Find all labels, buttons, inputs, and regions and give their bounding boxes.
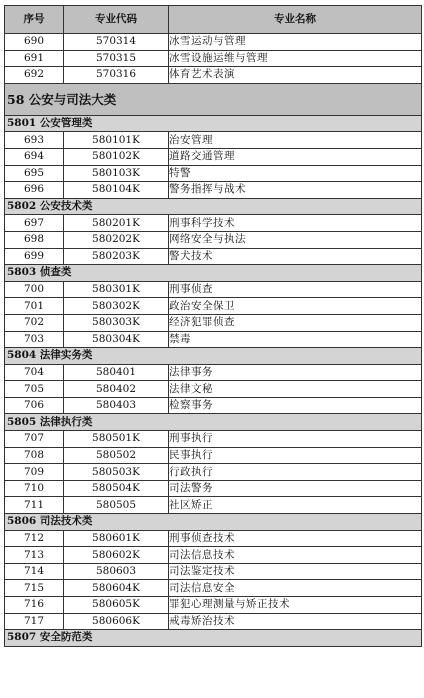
table-header-row	[5, 6, 422, 34]
major-name-cell: 司法警务	[169, 480, 422, 497]
major-name-cell: 司法信息技术	[169, 547, 422, 564]
table-row	[5, 580, 422, 597]
major-catalog-table	[4, 5, 422, 647]
serial-number-cell: 700	[5, 281, 64, 298]
major-code-cell: 580602K	[64, 547, 169, 564]
major-code-cell: 580502	[64, 447, 169, 464]
major-name-cell: 行政执行	[169, 464, 422, 481]
table-row	[5, 50, 422, 67]
table-row	[5, 215, 422, 232]
major-code-cell: 580201K	[64, 215, 169, 232]
major-name-cell: 治安管理	[169, 132, 422, 149]
table-row	[5, 447, 422, 464]
major-name-cell: 网络安全与执法	[169, 231, 422, 248]
serial-number-cell: 702	[5, 314, 64, 331]
table-row	[5, 132, 422, 149]
table-row	[5, 67, 422, 84]
serial-number-cell: 693	[5, 132, 64, 149]
major-code-cell: 580401	[64, 364, 169, 381]
serial-number-cell: 705	[5, 381, 64, 398]
major-name-cell: 刑事侦查	[169, 281, 422, 298]
category-minor-row	[5, 630, 422, 647]
table-row	[5, 148, 422, 165]
serial-number-cell: 692	[5, 67, 64, 84]
table-row	[5, 480, 422, 497]
major-code-cell: 580202K	[64, 231, 169, 248]
table-row	[5, 281, 422, 298]
major-code-cell: 580302K	[64, 298, 169, 315]
table-row	[5, 34, 422, 51]
serial-number-cell: 715	[5, 580, 64, 597]
category-minor-title: 5802 公安技术类	[5, 198, 422, 215]
major-code-cell: 580503K	[64, 464, 169, 481]
table-row	[5, 613, 422, 630]
major-name-cell: 民事执行	[169, 447, 422, 464]
major-code-cell: 580504K	[64, 480, 169, 497]
table-row	[5, 231, 422, 248]
major-name-cell: 经济犯罪侦查	[169, 314, 422, 331]
category-minor-row	[5, 348, 422, 365]
serial-number-cell: 707	[5, 431, 64, 448]
table-row	[5, 547, 422, 564]
table-row	[5, 331, 422, 348]
category-minor-title: 5805 法律执行类	[5, 414, 422, 431]
col-header-major-code: 专业代码	[64, 6, 169, 34]
major-name-cell: 社区矫正	[169, 497, 422, 514]
major-code-cell: 580606K	[64, 613, 169, 630]
major-code-cell: 580304K	[64, 331, 169, 348]
category-minor-row	[5, 414, 422, 431]
serial-number-cell: 690	[5, 34, 64, 51]
serial-number-cell: 703	[5, 331, 64, 348]
category-minor-row	[5, 198, 422, 215]
serial-number-cell: 714	[5, 563, 64, 580]
serial-number-cell: 695	[5, 165, 64, 182]
table-row	[5, 597, 422, 614]
serial-number-cell: 701	[5, 298, 64, 315]
major-name-cell: 道路交通管理	[169, 148, 422, 165]
category-minor-row	[5, 265, 422, 282]
major-name-cell: 政治安全保卫	[169, 298, 422, 315]
serial-number-cell: 698	[5, 231, 64, 248]
major-code-cell: 580403	[64, 397, 169, 414]
major-code-cell: 580102K	[64, 148, 169, 165]
table-row	[5, 165, 422, 182]
serial-number-cell: 691	[5, 50, 64, 67]
col-header-major-name: 专业名称	[169, 6, 422, 34]
category-minor-row	[5, 115, 422, 132]
major-code-cell: 580301K	[64, 281, 169, 298]
serial-number-cell: 696	[5, 182, 64, 199]
serial-number-cell: 710	[5, 480, 64, 497]
serial-number-cell: 717	[5, 613, 64, 630]
category-major-row	[5, 83, 422, 115]
category-minor-title: 5803 侦查类	[5, 265, 422, 282]
major-code-cell: 580505	[64, 497, 169, 514]
category-minor-title: 5806 司法技术类	[5, 514, 422, 531]
table-row	[5, 314, 422, 331]
serial-number-cell: 699	[5, 248, 64, 265]
major-name-cell: 特警	[169, 165, 422, 182]
table-row	[5, 397, 422, 414]
table-row	[5, 182, 422, 199]
serial-number-cell: 697	[5, 215, 64, 232]
major-name-cell: 司法信息安全	[169, 580, 422, 597]
major-name-cell: 警犬技术	[169, 248, 422, 265]
major-code-cell: 580203K	[64, 248, 169, 265]
major-name-cell: 刑事执行	[169, 431, 422, 448]
table-body	[5, 34, 422, 647]
major-name-cell: 罪犯心理测量与矫正技术	[169, 597, 422, 614]
serial-number-cell: 708	[5, 447, 64, 464]
major-name-cell: 法律事务	[169, 364, 422, 381]
major-name-cell: 检察事务	[169, 397, 422, 414]
serial-number-cell: 709	[5, 464, 64, 481]
table-row	[5, 431, 422, 448]
major-code-cell: 570316	[64, 67, 169, 84]
table-row	[5, 298, 422, 315]
major-name-cell: 体育艺术表演	[169, 67, 422, 84]
category-major-title: 58 公安与司法大类	[5, 83, 422, 115]
table-row	[5, 530, 422, 547]
table-row	[5, 497, 422, 514]
table-row	[5, 248, 422, 265]
major-name-cell: 戒毒矫治技术	[169, 613, 422, 630]
table-row	[5, 563, 422, 580]
major-name-cell: 禁毒	[169, 331, 422, 348]
category-minor-row	[5, 514, 422, 531]
major-name-cell: 冰雪设施运维与管理	[169, 50, 422, 67]
serial-number-cell: 704	[5, 364, 64, 381]
category-minor-title: 5801 公安管理类	[5, 115, 422, 132]
major-code-cell: 580605K	[64, 597, 169, 614]
major-code-cell: 580103K	[64, 165, 169, 182]
category-minor-title: 5804 法律实务类	[5, 348, 422, 365]
major-code-cell: 580601K	[64, 530, 169, 547]
major-code-cell: 580101K	[64, 132, 169, 149]
table-row	[5, 364, 422, 381]
major-code-cell: 580402	[64, 381, 169, 398]
serial-number-cell: 713	[5, 547, 64, 564]
table-row	[5, 464, 422, 481]
serial-number-cell: 706	[5, 397, 64, 414]
major-code-cell: 570314	[64, 34, 169, 51]
serial-number-cell: 712	[5, 530, 64, 547]
major-name-cell: 法律文秘	[169, 381, 422, 398]
serial-number-cell: 711	[5, 497, 64, 514]
major-name-cell: 刑事侦查技术	[169, 530, 422, 547]
major-code-cell: 580604K	[64, 580, 169, 597]
major-code-cell: 580603	[64, 563, 169, 580]
serial-number-cell: 694	[5, 148, 64, 165]
major-code-cell: 580104K	[64, 182, 169, 199]
table-row	[5, 381, 422, 398]
major-name-cell: 刑事科学技术	[169, 215, 422, 232]
major-name-cell: 冰雪运动与管理	[169, 34, 422, 51]
major-code-cell: 580501K	[64, 431, 169, 448]
category-minor-title: 5807 安全防范类	[5, 630, 422, 647]
serial-number-cell: 716	[5, 597, 64, 614]
major-code-cell: 580303K	[64, 314, 169, 331]
major-name-cell: 警务指挥与战术	[169, 182, 422, 199]
col-header-serial-number: 序号	[5, 6, 64, 34]
major-name-cell: 司法鉴定技术	[169, 563, 422, 580]
major-code-cell: 570315	[64, 50, 169, 67]
